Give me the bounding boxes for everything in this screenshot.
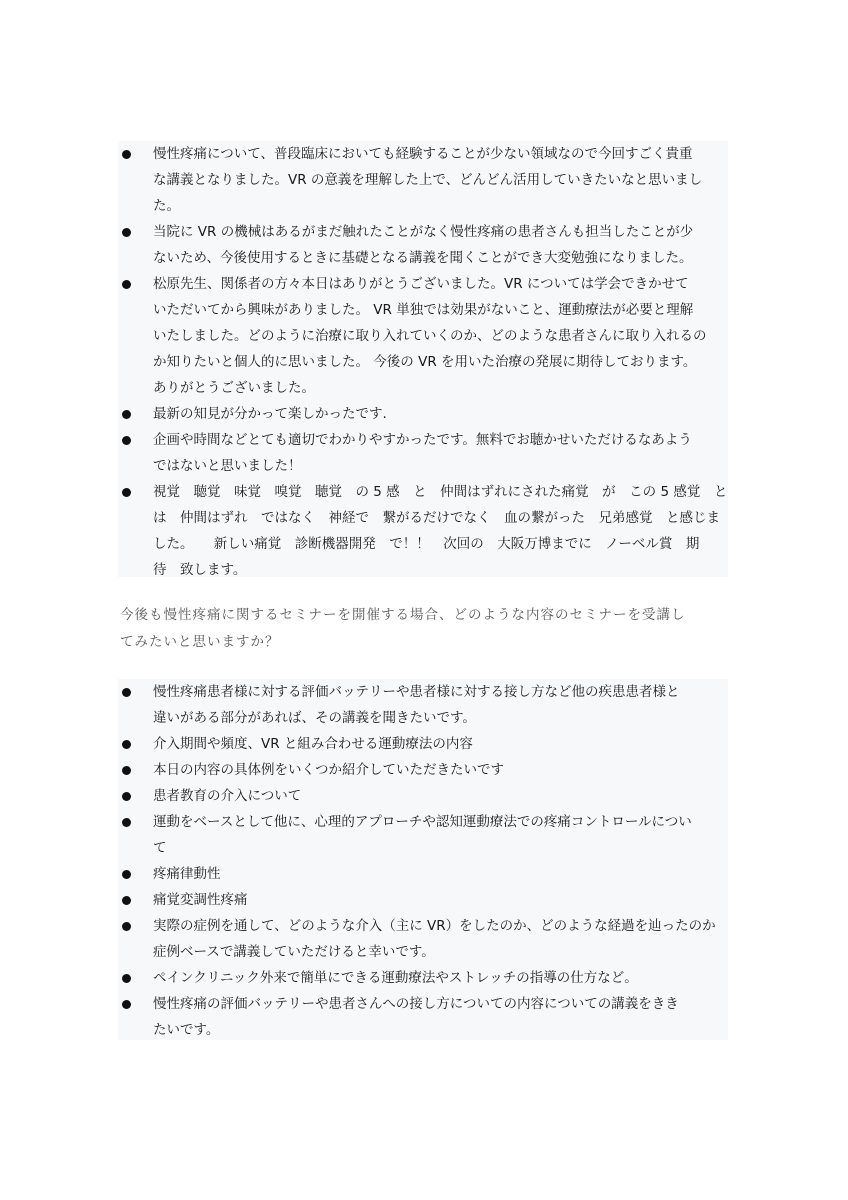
bullet-icon [122, 870, 131, 879]
bullet-icon [122, 150, 131, 159]
list-item-text: か知りたいと個人的に思いました。 今後の VR を用いた治療の発展に期待しております。 [153, 354, 697, 370]
list-item-text: 違いがある部分があれば、その講義を聞きたいです。 [153, 710, 476, 726]
list-item [118, 887, 728, 913]
list-item-text: した。 新しい痛覚 診断機器開発 で！！ 次回の 大阪万博までに ノーベル賞 期 [153, 536, 700, 552]
list-item [118, 271, 728, 401]
list-item-text: 松原先生、関係者の方々本日はありがとうございました。VR については学会できかせて [153, 276, 689, 292]
bullet-icon [122, 436, 131, 445]
bullet-icon [122, 280, 131, 289]
bullet-icon [122, 410, 131, 419]
bullet-icon [122, 1000, 131, 1009]
list-item [118, 219, 728, 271]
list-item-text: たいです。 [153, 1022, 220, 1038]
list-item-text: 視覚 聴覚 味覚 嗅覚 聴覚 の 5 感 と 仲間はずれにされた痛覚 が この 5 感覚 と [153, 484, 728, 500]
list-item-text: 企画や時間などとても適切でわかりやすかったです。無料でお聴かせいただけるなあよう [153, 432, 692, 448]
bullet-icon [122, 228, 131, 237]
list-item-text: 最新の知見が分かって楽しかったです. [153, 406, 387, 422]
list-item-text: は 仲間はずれ ではなく 神経で 繋がるだけでなく 血の繋がった 兄弟感覚 と感じま [153, 510, 720, 526]
list-item-text: な講義となりました。VR の意義を理解した上で、どんどん活用していきたいなと思いまし [153, 172, 703, 188]
list-item-text: 慢性疼痛患者様に対する評価バッテリーや患者様に対する接し方など他の疾患患者様と [153, 684, 680, 700]
bullet-icon [122, 974, 131, 983]
list-item [118, 965, 728, 991]
list-item-text: 痛覚変調性疼痛 [153, 892, 248, 908]
bullet-icon [122, 766, 131, 775]
list-item [118, 913, 728, 965]
list-item-text: 本日の内容の具体例をいくつか紹介していただきたいです [153, 762, 504, 778]
list-item [118, 861, 728, 887]
list-item [118, 731, 728, 757]
question-text: 今後も慢性疼痛に関するセミナーを開催する場合、どのような内容のセミナーを受講し [120, 607, 686, 623]
bullet-icon [122, 792, 131, 801]
list-item-text: ないため、今後使用するときに基礎となる講義を聞くことができ大変勉強になりました。 [153, 250, 693, 266]
list-item-text: いたしました。どのように治療に取り入れていくのか、どのような患者さんに取り入れるの [153, 328, 707, 344]
list-item-text: 運動をベースとして他に、心理的アプローチや認知運動療法での疼痛コントロールについ [153, 814, 692, 830]
survey-question [120, 602, 740, 656]
bullet-icon [122, 896, 131, 905]
list-item-text: 慢性疼痛の評価バッテリーや患者さんへの接し方についての内容についての講義をきき [153, 996, 679, 1012]
list-item-text: 症例ベースで講義していただけると幸いです。 [153, 944, 435, 960]
bullet-icon [122, 740, 131, 749]
list-item-text: 介入期間や頻度、VR と組み合わせる運動療法の内容 [153, 736, 473, 752]
seminar-requests-list [118, 679, 728, 1040]
list-item-text: 当院に VR の機械はあるがまだ触れたことがなく慢性疼痛の患者さんも担当したことが少 [153, 224, 694, 240]
list-item-text: ペインクリニック外来で簡単にできる運動療法やストレッチの指導の仕方など。 [153, 970, 638, 986]
list-item-text: ではないと思いました！ [153, 458, 302, 474]
list-item-text: て [153, 840, 167, 856]
feedback-list [118, 141, 728, 577]
list-item [118, 479, 728, 583]
bullet-icon [122, 922, 131, 931]
list-item [118, 141, 728, 219]
list-item [118, 401, 728, 427]
list-item [118, 679, 728, 731]
list-item-text: 待 致します。 [153, 562, 247, 578]
list-item-text: いただいてから興味がありました。 VR 単独では効果がないこと、運動療法が必要と理解 [153, 302, 694, 318]
list-item [118, 991, 728, 1043]
list-item-text: 実際の症例を通して、どのような介入（主に VR）をしたのか、どのような経過を辿ったのか [153, 918, 716, 934]
list-item-text: ありがとうございました。 [153, 380, 315, 396]
list-item [118, 783, 728, 809]
list-item-text: 疼痛律動性 [153, 866, 221, 882]
question-text: てみたいと思いますか？ [120, 634, 280, 650]
bullet-icon [122, 488, 131, 497]
list-item-text: 患者教育の介入について [153, 788, 302, 804]
bullet-icon [122, 688, 131, 697]
list-item [118, 809, 728, 861]
list-item [118, 757, 728, 783]
list-item [118, 427, 728, 479]
list-item-text: た。 [153, 198, 180, 214]
bullet-icon [122, 818, 131, 827]
list-item-text: 慢性疼痛について、普段臨床においても経験することが少ない領域なので今回すごく貴重 [153, 146, 693, 162]
